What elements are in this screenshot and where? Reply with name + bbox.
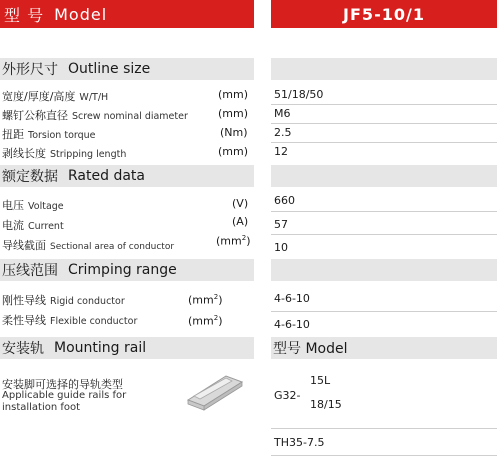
rated-row-current-unit: (A) [232,215,249,228]
outline-title-cn: 外形尺寸 [2,62,58,78]
outline-row-strip-unit: (mm) [218,145,249,158]
divider [271,123,497,124]
outline-title-en: Outline size [68,61,151,77]
rated-section-right-band [271,165,497,187]
rated-row-section-value: 10 [274,241,288,254]
outline-row-strip-value: 12 [274,145,288,158]
g32-option-15l: 15L [310,374,331,387]
row-label-cn: 电压 [2,199,24,212]
divider [271,234,497,235]
rated-row-current-value: 57 [274,218,288,231]
row-label-en: Rigid conductor [50,296,125,307]
row-label-cn: 螺钉公称直径 [2,109,68,122]
crimping-row-flexible-unit: $(mm^2)$ [188,314,223,328]
outline-row-torque-value: 2.5 [274,126,292,139]
rated-row-section-unit: $(mm^2)$ [216,234,251,248]
rated-title-cn: 额定数据 [2,169,58,185]
row-label-en: Stripping length [50,149,127,160]
mounting-desc-en-2: installation foot [2,402,81,413]
rated-row-voltage [2,197,64,213]
mounting-title-en: Mounting rail [54,340,147,356]
rated-section-title [0,165,254,187]
divider [271,311,497,312]
row-label-cn: 宽度/厚度/高度 [2,90,76,103]
row-label-en: Torsion torque [28,130,96,141]
outline-section-title [0,58,254,80]
outline-row-screw [2,107,188,123]
crimping-row-flexible-value: 4-6-10 [274,318,310,331]
outline-row-screw-unit: (mm) [218,107,249,120]
row-label-en: W/T/H [79,92,109,103]
row-label-cn: 导线截面 [2,239,46,252]
row-label-cn: 电流 [2,219,24,232]
crimping-section-title [0,259,254,281]
mounting-title-cn: 安装轨 [2,341,44,357]
row-label-en: Screw nominal diameter [72,111,188,122]
row-label-en: Sectional area of conductor [50,242,175,252]
outline-row-wth-value: 51/18/50 [274,88,324,101]
model-header-cn: 型 号 [4,5,45,25]
model-header [0,0,254,28]
th-rail-value: TH35-7.5 [274,436,325,449]
outline-section-right-band [271,58,497,80]
crimping-row-rigid-value: 4-6-10 [274,292,310,305]
mounting-model-title [271,337,497,359]
outline-row-wth-unit: (mm) [218,88,249,101]
row-label-en: Flexible conductor [50,316,138,327]
divider [271,104,497,105]
mounting-section-title [0,337,254,359]
crimping-row-rigid [2,292,125,308]
model-header-en: Model [54,4,108,24]
mounting-desc-en-1: Applicable guide rails for [2,390,127,401]
crimping-row-rigid-unit: $(mm^2)$ [188,293,223,307]
divider [271,455,497,456]
row-label-cn: 剥线长度 [2,147,46,160]
din-rail-icon [186,372,246,412]
divider [271,211,497,212]
g32-option-18-15: 18/15 [310,398,342,411]
rated-row-section [2,237,174,253]
outline-row-strip [2,145,126,161]
outline-row-torque-unit: (Nm) [220,126,248,139]
row-label-cn: 柔性导线 [2,314,46,327]
rated-title-en: Rated data [68,168,145,184]
crimping-title-en: Crimping range [68,262,177,278]
outline-row-screw-value: M6 [274,107,291,120]
divider [271,142,497,143]
rated-row-voltage-unit: (V) [232,197,249,210]
row-label-en: Voltage [28,201,64,212]
crimping-row-flexible [2,312,137,328]
row-label-cn: 扭距 [2,128,24,141]
outline-row-torque [2,126,96,142]
row-label-cn: 刚性导线 [2,294,46,307]
outline-row-wth [2,88,108,104]
g32-prefix: G32- [274,389,301,402]
rated-row-current [2,217,64,233]
crimping-title-cn: 压线范围 [2,263,58,279]
row-label-en: Current [28,221,64,232]
divider [271,428,497,429]
mounting-model-label: 型号 Model [273,341,348,357]
rated-row-voltage-value: 660 [274,194,295,207]
model-code: JF5-10/1 [343,4,425,24]
mounting-desc-cn: 安装脚可选择的导轨类型 [2,378,123,391]
model-code-header [271,0,497,28]
crimping-section-right-band [271,259,497,281]
